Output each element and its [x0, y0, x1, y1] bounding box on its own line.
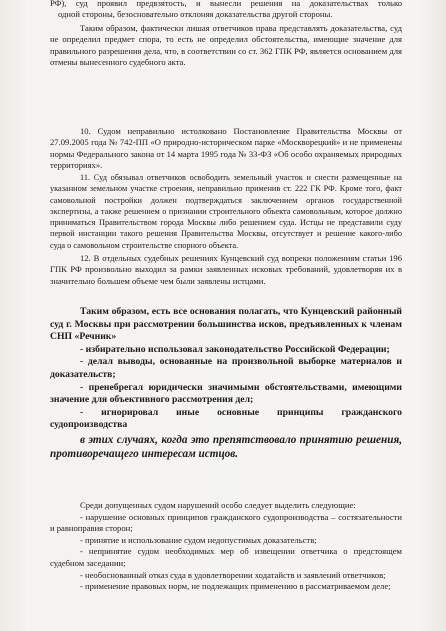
violation-item: - непринятие судом необходимых мер об извещении ответчика о предстоящем судебном заседании;: [50, 546, 402, 568]
violation-item: - необоснованный отказ суда в удовлетворении ходатайств и заявлений ответчиков;: [80, 569, 386, 580]
point-12: 12. В отдельных судебных решениях Кунцевский суд вопреки положениям статьи 196 ГПК РФ произвольно выходил за рамки заявленных исковых требований, удовлетворяя их в значительно большем объеме чем были заявлены истцами.: [50, 253, 402, 286]
violations-intro: Среди допущенных судом нарушений особо следует выделить следующие:: [80, 500, 356, 510]
bold-item: - игнорировал иные основные принципы гражданского судопроизводства: [50, 406, 402, 431]
bold-item: - избирательно использовал законодательство Российской Федерации;: [80, 343, 390, 355]
violations-block: [50, 500, 402, 593]
bold-conclusion-block: [50, 306, 402, 462]
bold-emphasis: в этих случаях, когда это препятствовало принятию решения, противоречащего интересам истцов.: [50, 433, 402, 460]
violation-item: - принятие и использование судом недопустимых доказательств;: [80, 534, 317, 545]
bold-item: - пренебрегал юридически значимыми обстоятельствами, имеющими значение для объективного рассмотрения дел;: [50, 381, 402, 406]
conclusion-paragraph: Таким образом, фактически лишая ответчиков права представлять доказательства, суд не определил предмет спора, то есть не определил обстоятельства, имеющие значение для правильного разрешения дела, что, в соответствии со ст. 362 ГПК РФ, является основанием для отмены вынесенного судебного акта.: [50, 23, 402, 68]
point-10-block: [50, 126, 402, 172]
violation-item: - нарушение основных принципов гражданского судопроизводства – состязательности и равноправия сторон;: [50, 511, 402, 534]
point-12-block: [50, 253, 402, 287]
conclusion-paragraph-block: [50, 23, 402, 69]
intro-line-1: РФ), суд проявил предвзятость, и вынесли решения на доказательствах только: [50, 0, 402, 8]
point-11: 11. Суд обязывал ответчиков освободить земельный участок и снести размещенные на указанном земельном участке строения, неправильно применив ст. 222 ГК РФ. Кроме того, факт самовольной постройки должен подтверждаться заключением органов государственной экспертизы, а также решением о признании строительного объекта самовольным, которое должно приниматься Правительством города Москвы либо решением суда. Истцы не представили суду первой инстанции такого решения Правительства Москвы, отсутствует и решение какого-либо суда о самовольном строительстве спорного объекта.: [50, 173, 402, 250]
violation-item: - применение правовых норм, не подлежащих применению в рассматриваемом деле;: [80, 581, 391, 592]
intro-text: [50, 0, 402, 21]
bold-item: - делал выводы, основанные на произвольной выборке материалов и доказательств;: [50, 356, 402, 380]
intro-line-2: одной стороны, безосновательно отклоняя доказательства другой стороны.: [58, 9, 333, 20]
point-10: 10. Судом неправильно истолковано Постановление Правительства Москвы от 27.09.2005 года № 742-ПП «О природно-историческом парке «Москворецкий» и не применены нормы Федерального закона от 14 марта 1995 года № 33-ФЗ «Об особо охраняемых природных территориях».: [50, 126, 402, 171]
bold-intro: Таким образом, есть все основания полагать, что Кунцевский районный суд г. Москвы при рассмотрении большинства исков, предъявленных к членам СНП «Речник»: [50, 306, 402, 343]
point-11-block: [50, 172, 402, 251]
